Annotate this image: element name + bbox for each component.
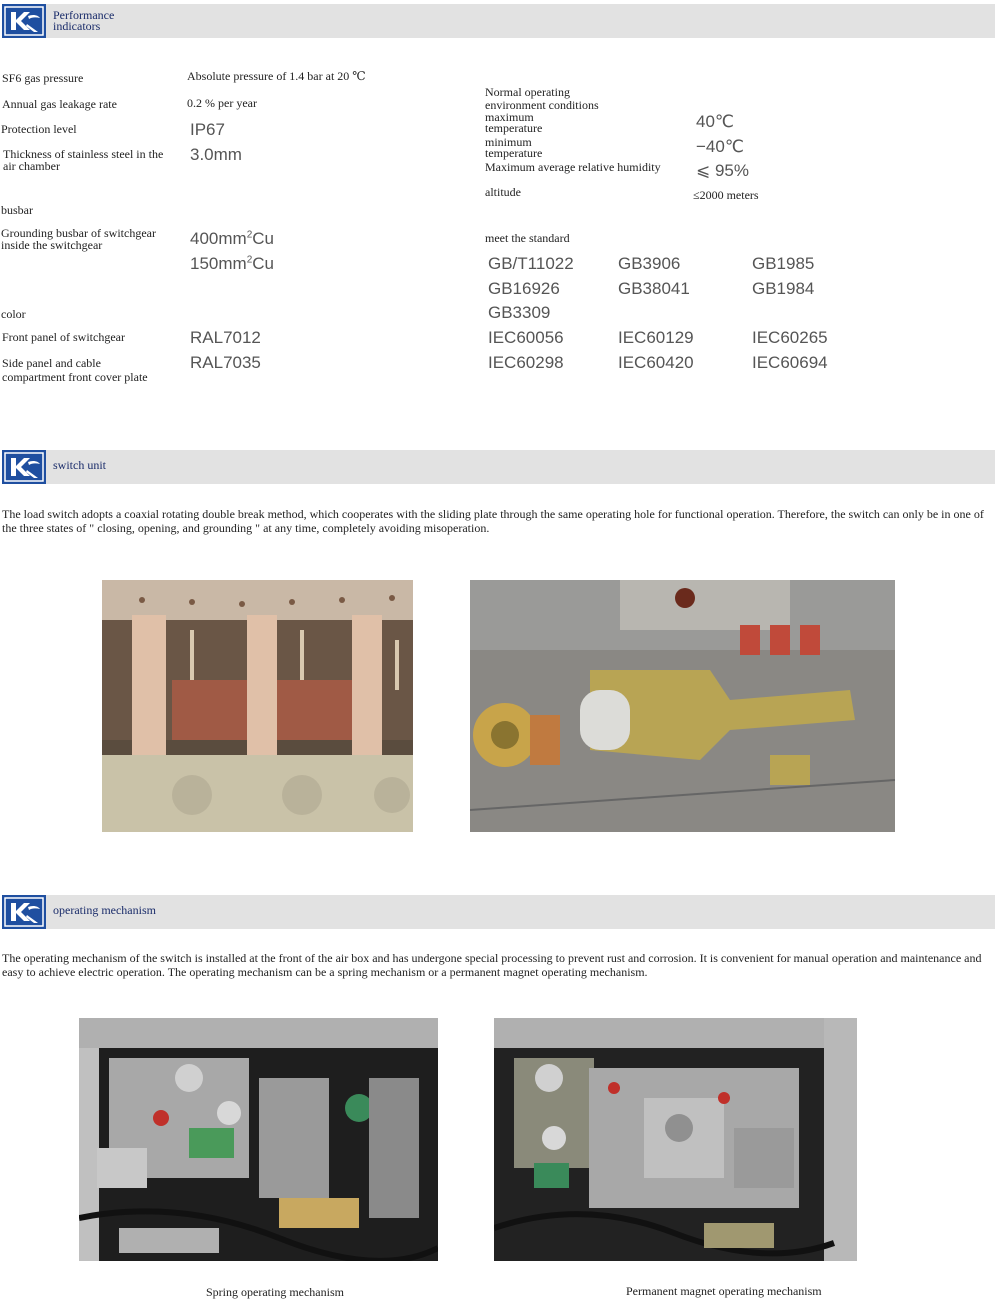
side-panel-label: Side panel and cable compartment front cover plate: [2, 356, 148, 384]
switch-unit-title: switch unit: [53, 458, 106, 472]
thickness-label: Thickness of stainless steel in the air chamber: [3, 147, 164, 173]
protection-value: IP67: [190, 120, 225, 139]
standard-label: meet the standard: [485, 231, 570, 245]
standard-item: GB1984: [752, 279, 815, 298]
env-title: Normal operating environment conditions: [485, 85, 599, 112]
company-logo: [2, 4, 46, 38]
standard-item: IEC60056: [488, 328, 564, 347]
permanent-magnet-mechanism-photo: [494, 1018, 857, 1261]
front-panel-label: Front panel of switchgear: [2, 330, 125, 344]
busbar-value-150: $150mm^2Cu$: [190, 254, 274, 273]
altitude-value: ≤2000 meters: [693, 188, 759, 202]
standard-item: GB38041: [618, 279, 690, 298]
company-logo: [2, 450, 46, 484]
performance-title: Performance indicators: [53, 8, 115, 33]
company-logo: [2, 895, 46, 929]
altitude-label: altitude: [485, 185, 521, 199]
min-temp-value: −40℃: [696, 137, 744, 156]
side-panel-value: RAL7035: [190, 353, 261, 372]
load-switch-photo: [102, 580, 413, 832]
standard-item: GB3906: [618, 254, 681, 273]
standard-item: GB16926: [488, 279, 560, 298]
standard-item: GB/T11022: [488, 254, 574, 273]
sf6-label: SF6 gas pressure: [2, 71, 84, 85]
standard-item: IEC60298: [488, 353, 564, 372]
standard-item: IEC60265: [752, 328, 828, 347]
leak-label: Annual gas leakage rate: [2, 97, 117, 111]
thickness-value: 3.0mm: [190, 145, 242, 164]
humidity-label: Maximum average relative humidity: [485, 160, 661, 174]
sf6-value: Absolute pressure of 1.4 bar at 20 ℃: [187, 69, 366, 83]
switch-unit-description: The load switch adopts a coaxial rotating double break method, which cooperates with the sliding plate through the same operating hole for functional operation. Therefore, the switch can only be in one of the three states of " closing, opening, and grounding " at any time, completely avoiding misoperation.: [2, 507, 984, 535]
busbar-value-400: $400mm^2Cu$: [190, 229, 274, 248]
standard-item: GB1985: [752, 254, 815, 273]
standard-item: IEC60420: [618, 353, 694, 372]
sliding-plate-photo: [470, 580, 895, 832]
switch-unit-header: [2, 450, 995, 484]
operating-mechanism-header: [2, 895, 995, 929]
leak-value: 0.2 % per year: [187, 96, 257, 110]
operating-mechanism-description: The operating mechanism of the switch is installed at the front of the air box and has undergone special processing to prevent rust and corrosion. It is convenient for manual operation and maintenance and easy to achieve electric operation. The operating mechanism can be a spring mechanism or a permanent magnet operating mechanism.: [2, 951, 982, 979]
grounding-label: Grounding busbar of switchgear inside the switchgear: [1, 226, 156, 252]
min-temp-label: minimum temperature: [485, 135, 543, 160]
color-heading: color: [1, 307, 26, 321]
operating-mechanism-title: operating mechanism: [53, 903, 156, 917]
standard-item: GB3309: [488, 303, 551, 322]
max-temp-label: maximum temperature: [485, 110, 543, 135]
performance-header: [2, 4, 995, 38]
permanent-magnet-caption: Permanent magnet operating mechanism: [626, 1284, 822, 1298]
standard-item: IEC60129: [618, 328, 694, 347]
max-temp-value: 40℃: [696, 112, 735, 131]
standard-item: IEC60694: [752, 353, 828, 372]
humidity-value: ⩽ 95%: [696, 161, 749, 180]
protection-label: Protection level: [1, 122, 77, 136]
spring-mechanism-photo: [79, 1018, 438, 1261]
front-panel-value: RAL7012: [190, 328, 261, 347]
busbar-heading: busbar: [1, 203, 33, 217]
spring-mechanism-caption: Spring operating mechanism: [206, 1285, 344, 1299]
